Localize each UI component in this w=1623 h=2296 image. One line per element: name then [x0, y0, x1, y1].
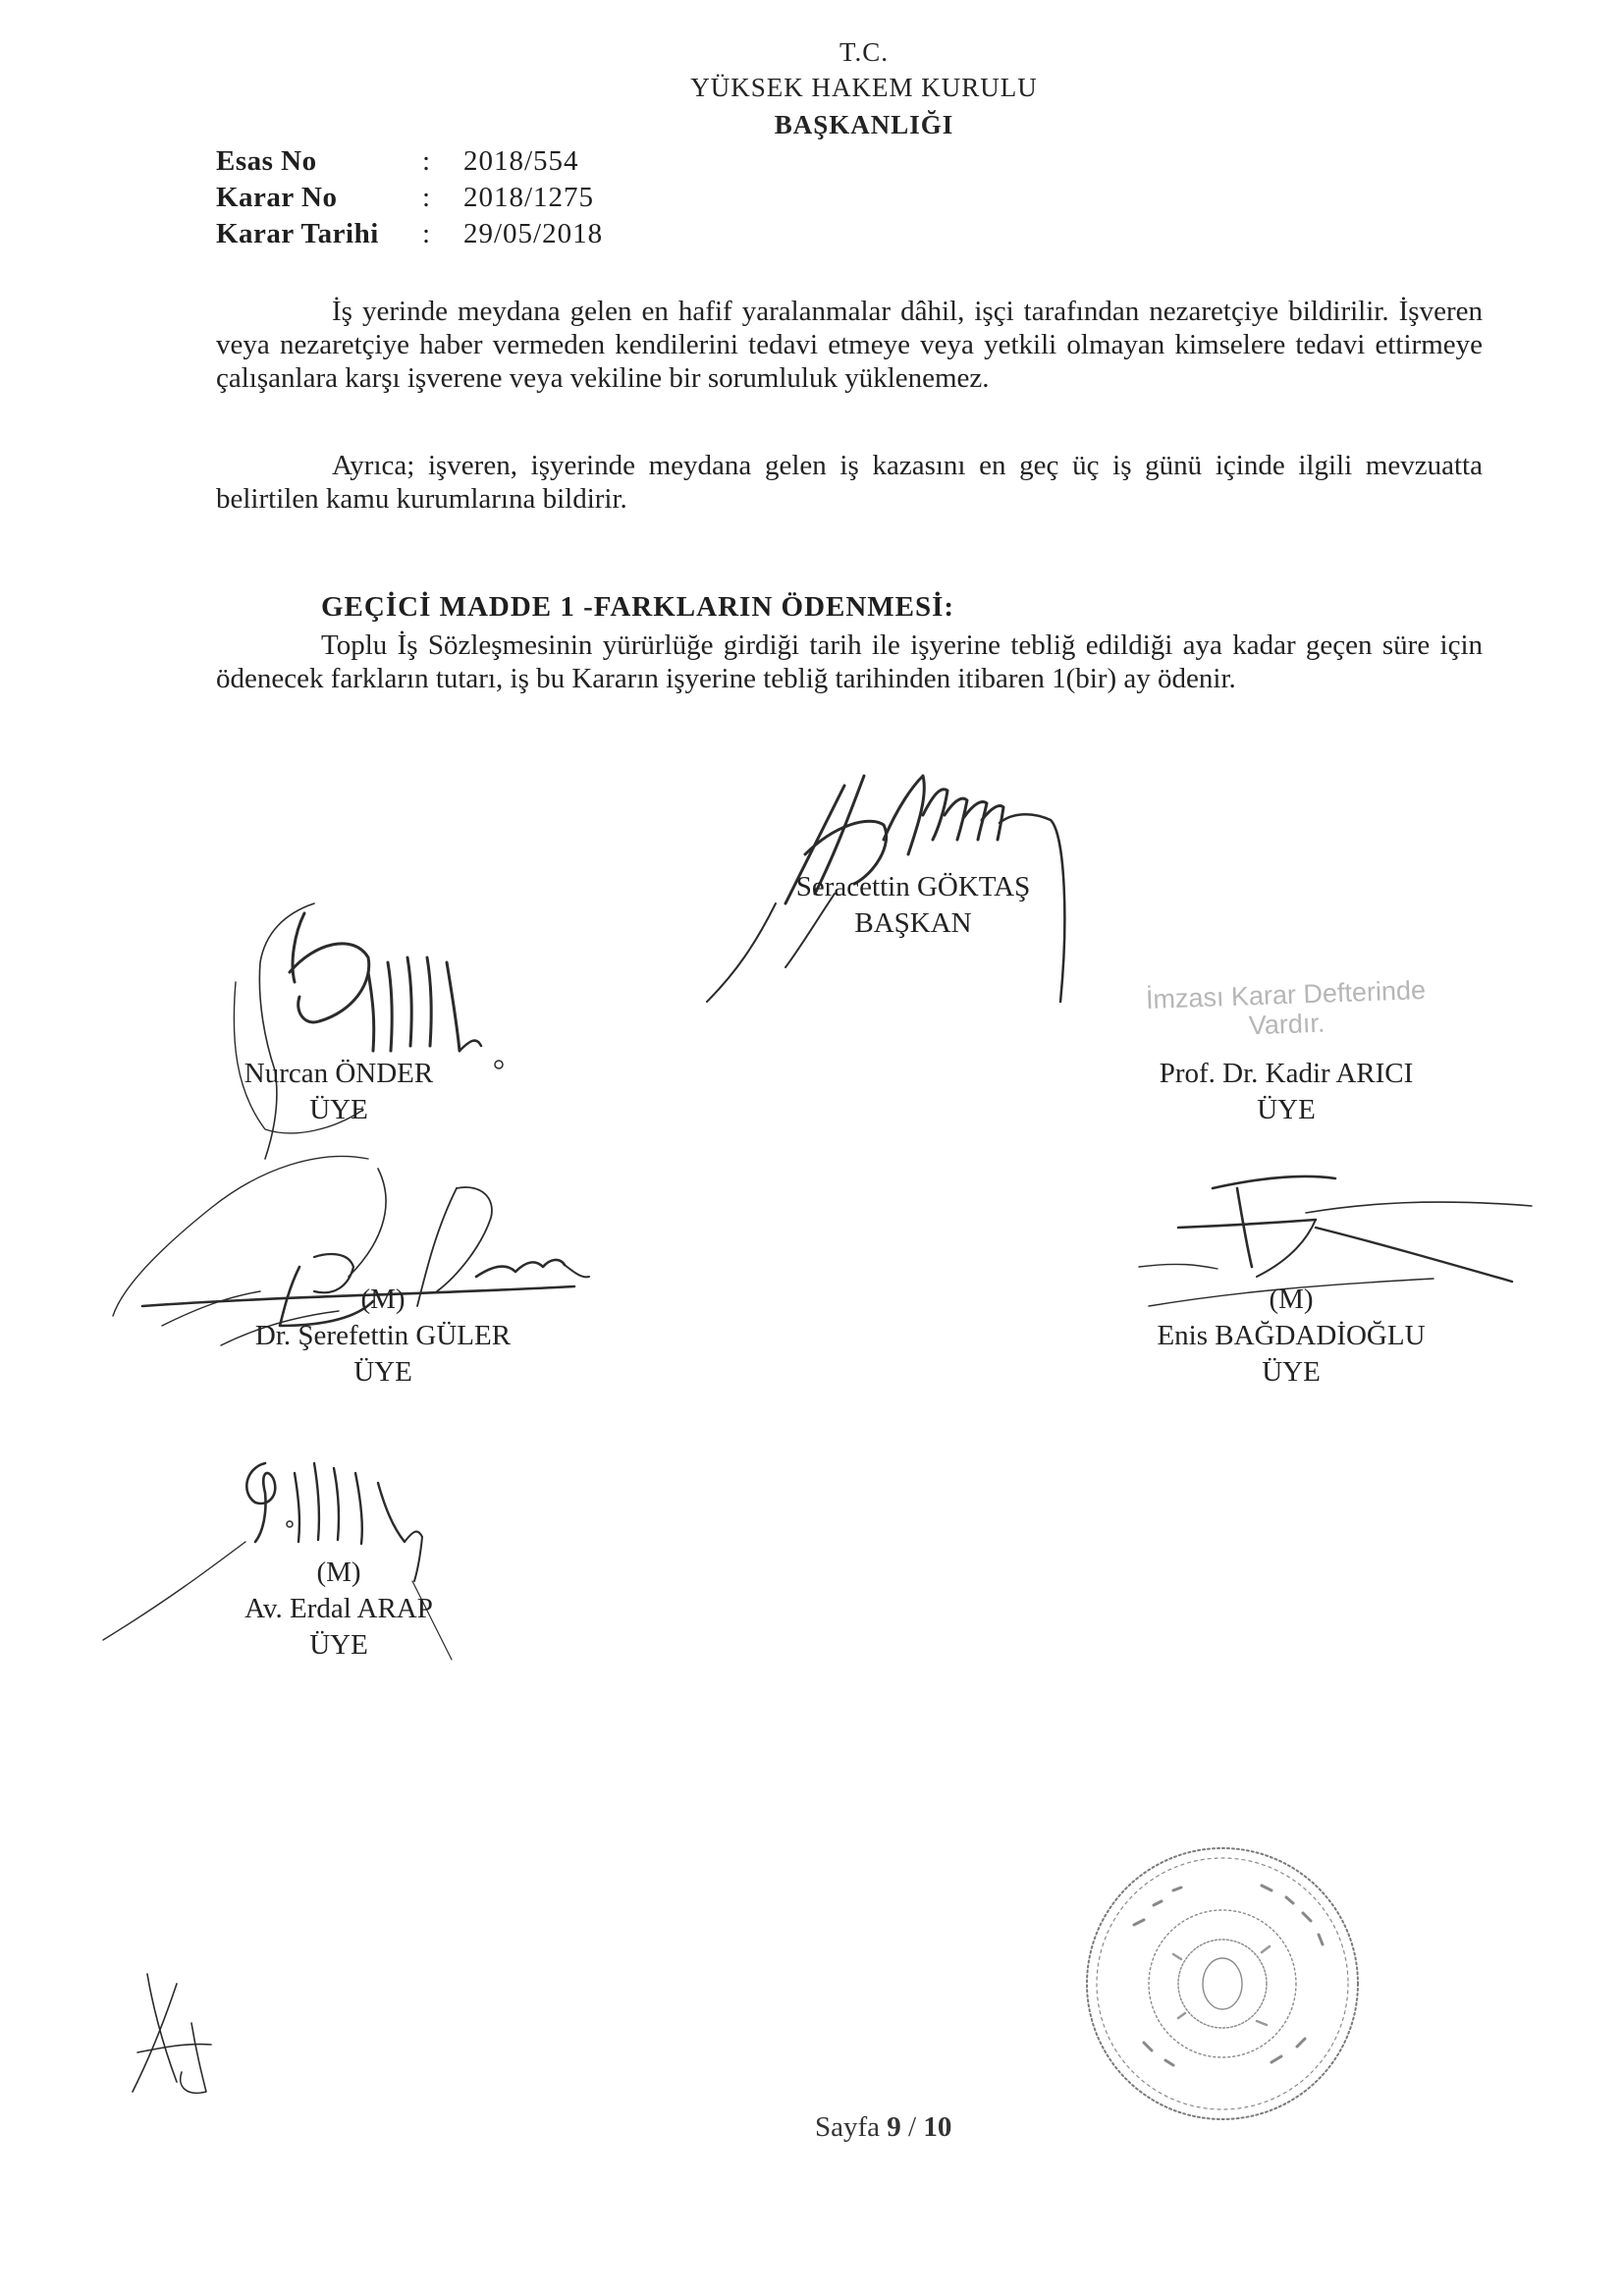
header-institution: YÜKSEK HAKEM KURULU [690, 73, 1038, 102]
madde-text: Toplu İş Sözleşmesinin yürürlüğe girdiği tarih ile işyerine tebliğ edildiği aya kadar geçen süre için ödenecek farkların tutarı, iş bu Kararın işyerine tebliğ tarihinden itibaren 1(bir) ay ödenir. [216, 629, 1483, 694]
signature-register-note [1128, 974, 1444, 1044]
arap-block [211, 1555, 466, 1664]
guler-block [216, 1282, 550, 1391]
case-meta [216, 145, 603, 254]
arap-name: Av. Erdal ARAP [244, 1593, 433, 1624]
page-prefix: Sayfa [815, 2111, 881, 2143]
page-total: 10 [923, 2111, 952, 2143]
tarih-colon: : [422, 218, 431, 249]
body-paragraph-1: İş yerinde meydana gelen en hafif yaralanmalar dâhil, işçi tarafından nezaretçiye bildirilir. İşveren veya nezaretçiye haber vermeden kendilerini tedavi etmeye veya yetkili olmayan kimselere tedavi ettirmeye çalışanlara karşı işverene veya vekiline bir sorumluluk yüklenemez. [216, 296, 1483, 394]
bagdadi-name: Enis BAĞDADİOĞLU [1157, 1320, 1426, 1351]
paraf-initials-icon [118, 1964, 226, 2111]
esas-colon: : [422, 145, 431, 177]
arici-role: ÜYE [1257, 1094, 1316, 1125]
karar-value: 2018/1275 [463, 182, 595, 213]
onder-name: Nurcan ÖNDER [243, 1058, 434, 1089]
header-tc: T.C. [839, 37, 889, 67]
register-note-line2: Vardır. [1248, 1008, 1325, 1041]
esas-row [216, 145, 603, 182]
arap-role: ÜYE [309, 1629, 368, 1661]
bagdadi-mark: (M) [1269, 1284, 1314, 1315]
president-name: Seracettin GÖKTAŞ [795, 871, 1031, 902]
onder-block [221, 1056, 457, 1128]
page-separator: / [908, 2111, 917, 2143]
tarih-value: 29/05/2018 [463, 218, 604, 249]
body-paragraph-2: Ayrıca; işveren, işyerinde meydana gelen iş kazasını en geç üç iş günü içinde ilgili mevzuatta belirtilen kamu kurumlarına bildirir. [216, 450, 1483, 515]
arici-block [1119, 1056, 1453, 1128]
karar-row [216, 182, 603, 218]
president-block [776, 869, 1051, 942]
page-current: 9 [887, 2111, 901, 2143]
esas-label: Esas No [216, 145, 317, 177]
bagdadi-block [1134, 1282, 1448, 1391]
president-role: BAŞKAN [854, 907, 972, 939]
tarih-row [216, 218, 603, 254]
guler-role: ÜYE [353, 1356, 412, 1388]
tarih-label: Karar Tarihi [216, 218, 379, 249]
arici-name: Prof. Dr. Kadir ARICI [1159, 1058, 1414, 1089]
official-seal-icon [1075, 1836, 1370, 2131]
esas-value: 2018/554 [463, 145, 579, 177]
guler-name: Dr. Şerefettin GÜLER [254, 1320, 512, 1351]
onder-role: ÜYE [309, 1094, 368, 1125]
register-note-line1: İmzası Karar Defterinde [1145, 975, 1427, 1014]
page-number [815, 2111, 951, 2144]
arap-mark: (M) [316, 1557, 361, 1588]
madde-title: GEÇİCİ MADDE 1 -FARKLARIN ÖDENMESİ: [321, 591, 955, 623]
bagdadi-role: ÜYE [1262, 1356, 1321, 1388]
karar-colon: : [422, 182, 431, 213]
guler-mark: (M) [360, 1284, 406, 1315]
header-department: BAŞKANLIĞI [774, 110, 954, 139]
karar-label: Karar No [216, 182, 338, 213]
